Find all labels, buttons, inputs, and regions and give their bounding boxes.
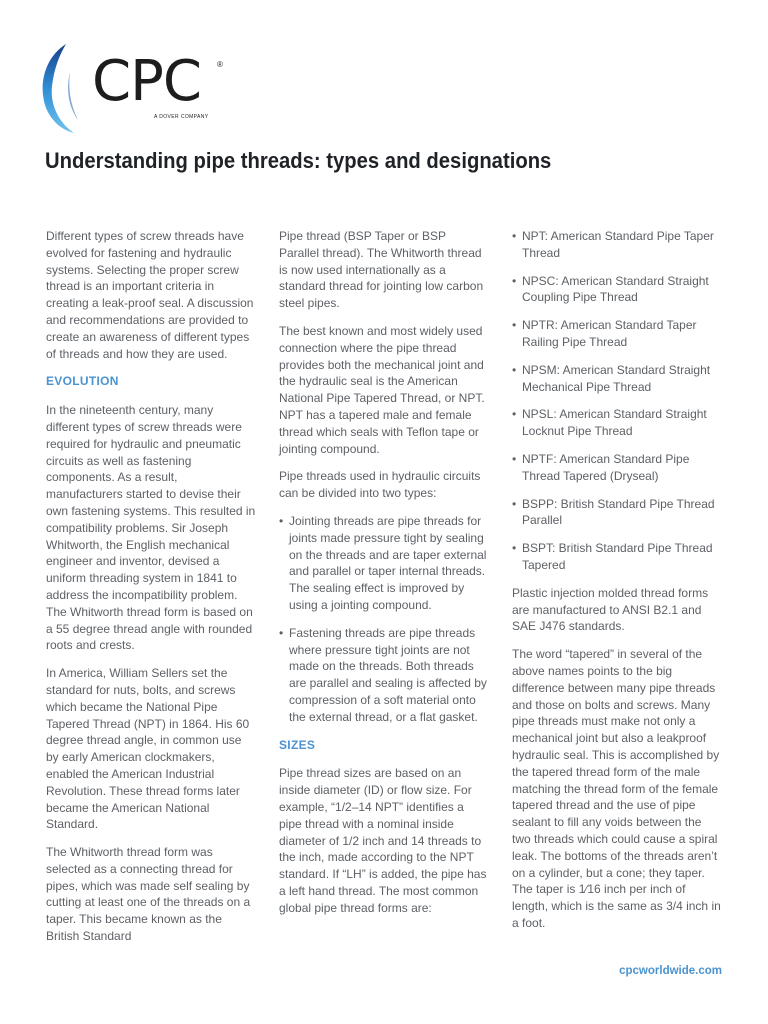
bsp-paragraph: Pipe thread (BSP Taper or BSP Parallel thread). The Whitworth thread is now used internationally as a standard thread for jointing low carbon steel pipes.	[279, 229, 484, 311]
evolution-paragraph-3: The Whitworth thread form was selected as a connecting thread for pipes, which was made self sealing by cutting at least one of the threads on a taper. This became known as the British Standard	[46, 845, 251, 944]
bullet-icon: •	[512, 541, 517, 556]
list-item: • NPSC: American Standard Straight Coupling Pipe Thread	[512, 273, 709, 305]
bullet-icon: •	[512, 451, 517, 466]
tapered-paragraph: The word “tapered” in several of the above names points to the big difference between many pipe threads and those on bolts and screws. Many pipe threads must make not only a mechanical joint but also a leakproof hydraulic seal. This is accomplished by the tapered thread form of the male matching the thread form of the female tapered thread and the use of pipe sealant to fill any voids between the two threads which could cause a spiral leak. The bottoms of the threads aren’t on a cylinder, but a cone; they taper. The taper is 1⁄16 inch per inch of length, which is the same as 3/4 inch in a foot.	[512, 647, 721, 930]
bullet-icon: •	[512, 229, 517, 243]
bullet-icon: •	[279, 513, 284, 528]
intro-paragraph: Different types of screw threads have evolved for fastening and hydraulic systems. Selecting the proper screw thread is an important criteria in creating a leak-proof seal. A discussion and recommendations are provided to create an awareness of different types of threads and how they are used.	[46, 229, 254, 361]
registered-mark: ®	[217, 60, 223, 69]
list-item: • Jointing threads are pipe threads for joints made pressure tight by sealing on the threads and are taper external and parallel or taper internal threads. The sealing effect is improved by using a jointing compound.	[279, 513, 487, 612]
column-2	[279, 228, 489, 927]
sizes-paragraph: Pipe thread sizes are based on an inside diameter (ID) or flow size. For example, “1/2–14 NPT” identifies a pipe thread with a nominal inside diameter of 1/2 inch and 14 threads to the inch, made according to the NPT standard. If “LH” is added, the pipe has a left hand thread. The most common global pipe thread forms are:	[279, 766, 487, 915]
column-1	[46, 228, 256, 956]
evolution-paragraph-2: In America, William Sellers set the standard for nuts, bolts, and screws which became the National Pipe Tapered Thread (NPT) in 1864. His 60 degree thread angle, in common use by early American clockmakers, enabled the American Industrial Revolution. These thread forms later became the American National Standard.	[46, 666, 250, 832]
npt-paragraph: The best known and most widely used connection where the pipe thread provides both the mechanical joint and the hydraulic seal is the American National Pipe Tapered Thread, or NPT. NPT has a tapered male and female thread which seals with Teflon tape or jointing compound.	[279, 323, 485, 456]
list-item: • BSPT: British Standard Pipe Thread Tapered	[512, 541, 713, 572]
evolution-paragraph-1: In the nineteenth century, many different types of screw threads were required for hydraulic and pneumatic circuits as well as fastening components. As a result, manufacturers started to devise their own fastening systems. This resulted in compatibility problems. Sir Joseph Whitworth, the English mechanical engineer and inventor, devised a uniform threading system in 1841 to address the incompatibility problem. The Whitworth thread form is based on a 55 degree thread angle with rounded roots and crests.	[46, 403, 256, 653]
list-item: • NPSL: American Standard Straight Locknut Pipe Thread	[512, 407, 707, 439]
column-3	[512, 228, 722, 943]
bullet-icon: •	[279, 625, 284, 640]
sizes-heading: SIZES	[279, 737, 316, 752]
website-link[interactable]: cpcworldwide.com	[619, 965, 722, 977]
bullet-icon: •	[512, 407, 517, 422]
thread-forms-list	[512, 228, 722, 574]
cpc-logo	[36, 42, 236, 132]
thread-types-intro: Pipe threads used in hydraulic circuits can be divided into two types:	[279, 469, 481, 501]
bullet-icon: •	[512, 362, 517, 377]
list-item: • NPT: American Standard Pipe Taper Thread	[512, 229, 714, 260]
bullet-icon: •	[512, 496, 517, 511]
thread-types-list	[279, 513, 489, 726]
list-item: • BSPP: British Standard Pipe Thread Parallel	[512, 496, 715, 528]
logo-wordmark: CPC	[92, 49, 201, 114]
bullet-icon: •	[512, 318, 517, 333]
list-item: • NPTF: American Standard Pipe Thread Tapered (Dryseal)	[512, 451, 690, 483]
page-title: Understanding pipe threads: types and designations	[45, 148, 552, 173]
logo-tagline: A DOVER COMPANY	[154, 114, 209, 120]
list-item: • NPTR: American Standard Taper Railing Pipe Thread	[512, 318, 697, 349]
standards-paragraph: Plastic injection molded thread forms are manufactured to ANSI B2.1 and SAE J476 standards.	[512, 585, 709, 634]
bullet-icon: •	[512, 273, 517, 288]
swoosh-icon	[36, 42, 96, 134]
evolution-heading: EVOLUTION	[46, 374, 119, 389]
list-item: • NPSM: American Standard Straight Mechanical Pipe Thread	[512, 362, 711, 394]
list-item: • Fastening threads are pipe threads where pressure tight joints are not made on the threads. Both threads are parallel and sealing is affected by compression of a soft material onto the external thread, or a flat gasket.	[279, 625, 487, 724]
